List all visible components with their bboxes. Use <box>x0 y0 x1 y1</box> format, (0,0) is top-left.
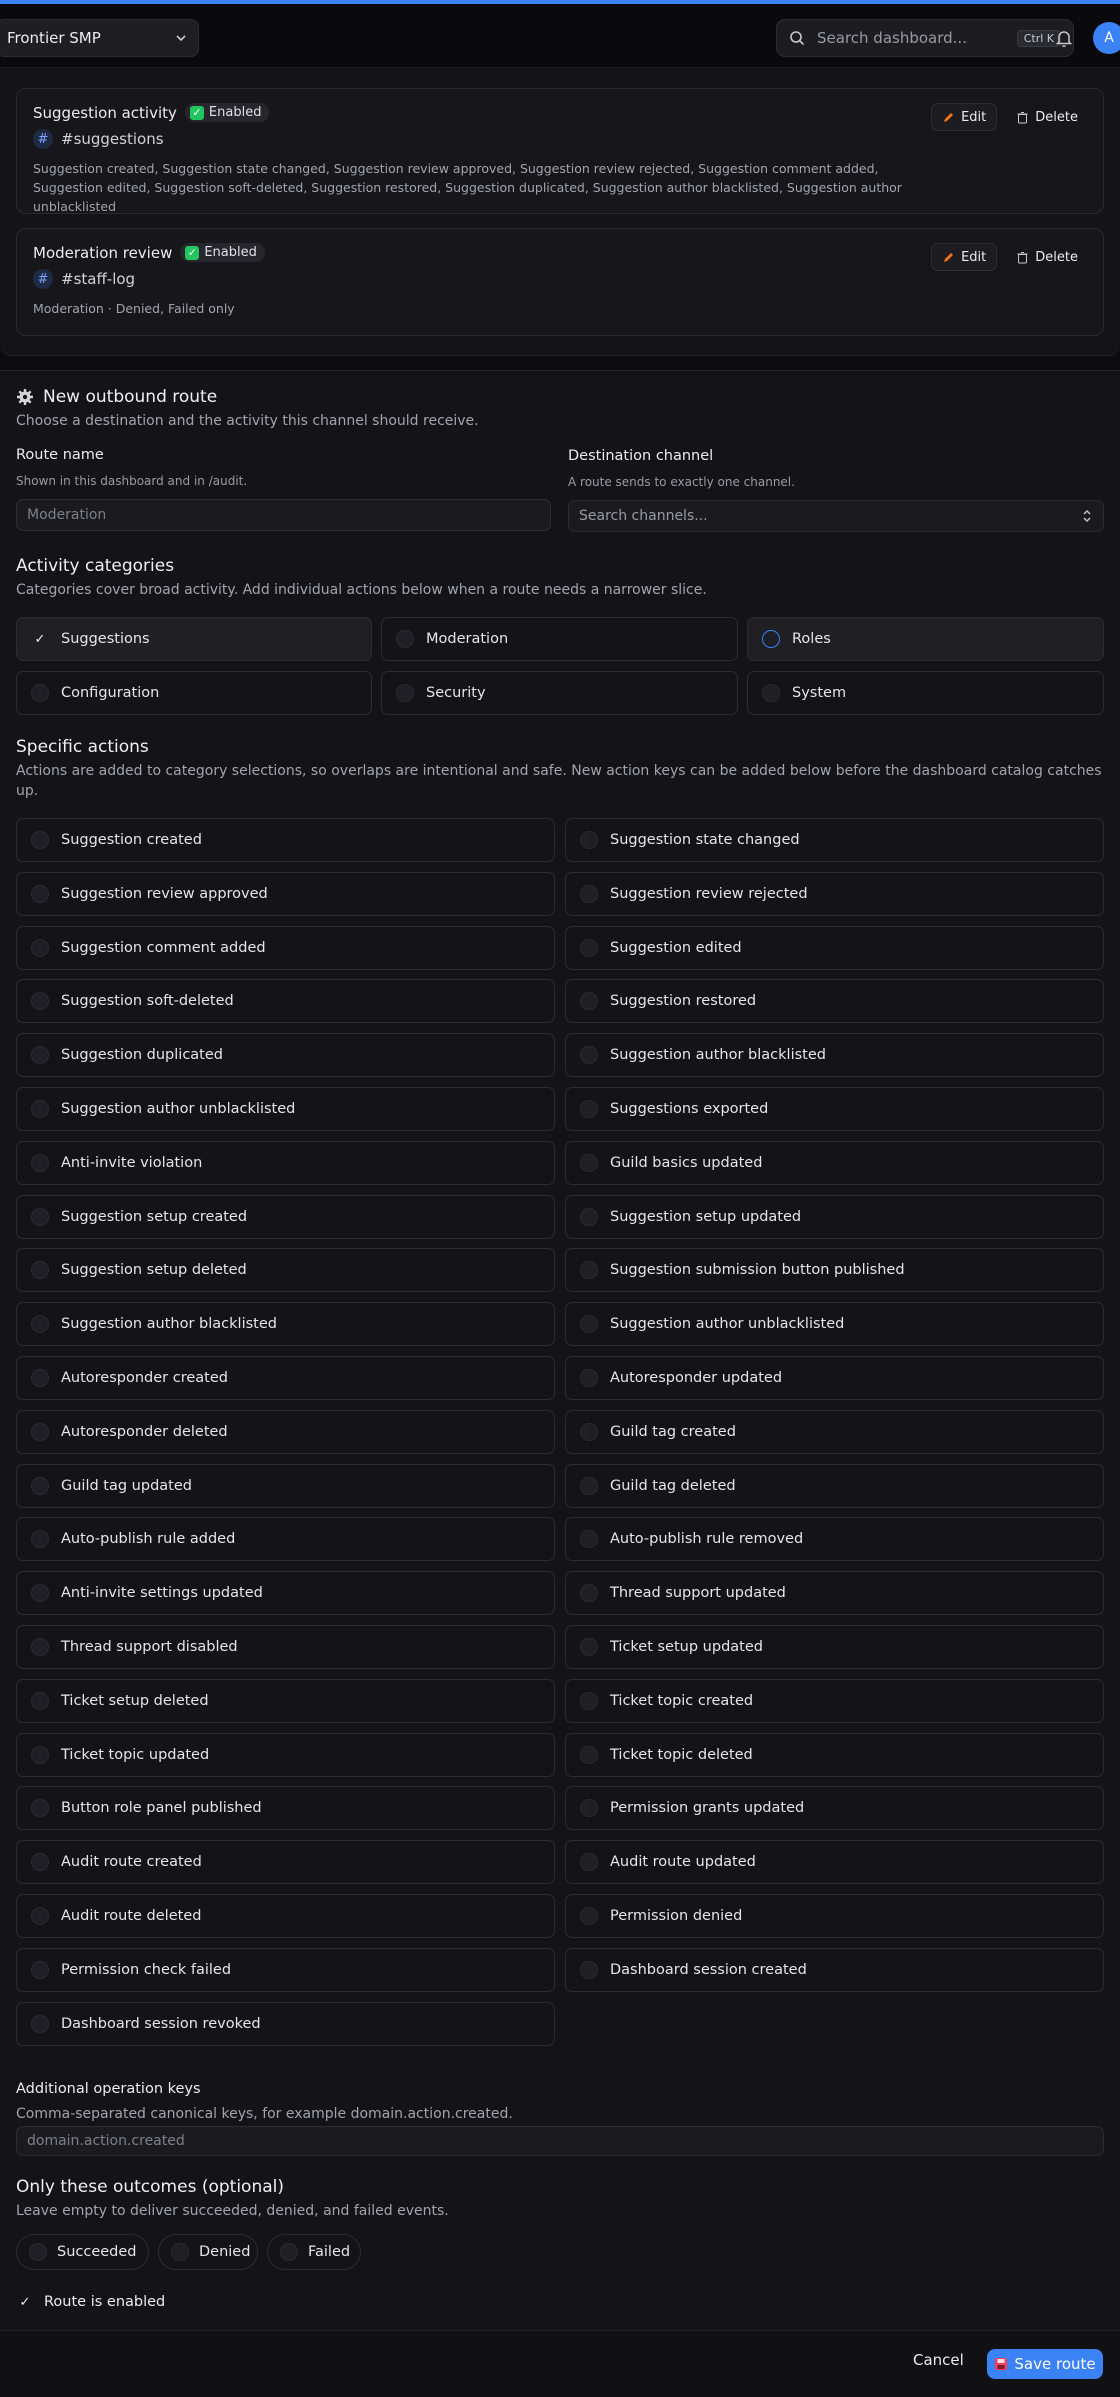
radio-indicator <box>31 1100 49 1118</box>
radio-indicator <box>31 1046 49 1064</box>
radio-indicator <box>396 684 414 702</box>
cancel-button[interactable]: Cancel <box>913 2351 964 2369</box>
action-anti-invite-settings-updated[interactable] <box>16 1571 555 1615</box>
route-title: Suggestion activity <box>33 103 177 122</box>
action-permission-denied[interactable] <box>565 1894 1104 1938</box>
action-suggestion-setup-updated[interactable] <box>565 1195 1104 1239</box>
category-system[interactable] <box>747 671 1104 715</box>
action-suggestion-author-blacklisted[interactable] <box>16 1302 555 1346</box>
radio-indicator <box>580 1799 598 1817</box>
avatar[interactable]: A <box>1093 22 1120 54</box>
action-suggestion-restored[interactable] <box>565 979 1104 1023</box>
additional-keys-input[interactable]: domain.action.created <box>16 2126 1104 2156</box>
action-audit-route-updated[interactable] <box>565 1840 1104 1884</box>
action-label: Autoresponder updated <box>610 1370 783 1386</box>
route-name-label: Route name <box>16 447 104 463</box>
additional-keys-hint: Comma-separated canonical keys, for example domain.action.created. <box>16 2106 513 2122</box>
action-label: Suggestion setup deleted <box>61 1262 247 1279</box>
outcomes-desc: Leave empty to deliver succeeded, denied, and failed events. <box>16 2203 449 2219</box>
action-label: Anti-invite settings updated <box>61 1585 263 1602</box>
action-label: Thread support updated <box>610 1585 786 1602</box>
radio-indicator <box>31 1261 49 1279</box>
form-footer <box>0 2330 1120 2397</box>
action-label: Suggestion soft-deleted <box>61 993 234 1010</box>
radio-indicator <box>280 2243 298 2261</box>
form-header <box>16 387 217 407</box>
action-label: Guild tag created <box>610 1423 736 1440</box>
radio-indicator <box>580 1423 598 1441</box>
actions-desc: Actions are added to category selections, so overlaps are intentional and safe. New action keys can be added below before the dashboard catalog catches <box>16 763 1102 779</box>
action-autoresponder-deleted[interactable] <box>16 1410 555 1454</box>
search-icon <box>789 30 805 46</box>
action-label: Suggestion review approved <box>61 885 268 902</box>
action-suggestion-setup-created[interactable] <box>16 1195 555 1239</box>
category-label: Configuration <box>61 685 160 701</box>
edit-button[interactable]: Edit <box>931 103 997 131</box>
action-audit-route-deleted[interactable] <box>16 1894 555 1938</box>
radio-indicator <box>31 939 49 957</box>
action-label: Suggestion author blacklisted <box>610 1047 826 1064</box>
delete-button[interactable]: Delete <box>1005 243 1089 271</box>
outcome-denied[interactable] <box>158 2234 258 2270</box>
action-ticket-topic-created[interactable] <box>565 1679 1104 1723</box>
radio-indicator <box>171 2243 189 2261</box>
action-suggestions-exported[interactable] <box>565 1087 1104 1131</box>
action-guild-tag-created[interactable] <box>565 1410 1104 1454</box>
radio-indicator <box>31 1208 49 1226</box>
actions-title: Specific actions <box>16 737 149 757</box>
action-label: Guild basics updated <box>610 1154 763 1171</box>
action-label: Suggestions exported <box>610 1101 769 1117</box>
action-dashboard-session-created[interactable] <box>565 1948 1104 1992</box>
action-label: Ticket topic deleted <box>610 1746 753 1763</box>
route-name-input[interactable]: Moderation <box>16 499 551 531</box>
radio-indicator <box>580 1208 598 1226</box>
radio-indicator <box>580 939 598 957</box>
check-icon: ✓ <box>190 106 204 120</box>
action-label: Ticket setup updated <box>610 1639 763 1655</box>
action-label: Audit route deleted <box>61 1908 202 1924</box>
radio-indicator <box>580 1046 598 1064</box>
radio-indicator <box>31 1853 49 1871</box>
outcome-label: Denied <box>199 2244 251 2260</box>
radio-indicator <box>580 1154 598 1172</box>
hash-icon: # <box>33 129 53 149</box>
action-label: Suggestion author unblacklisted <box>610 1316 845 1333</box>
categories-desc: Categories cover broad activity. Add individual actions below when a route needs a narrower slice. <box>16 582 707 598</box>
category-moderation[interactable] <box>381 617 738 661</box>
radio-indicator <box>31 1746 49 1764</box>
action-audit-route-created[interactable] <box>16 1840 555 1884</box>
action-label: Suggestion restored <box>610 993 757 1010</box>
category-label: Security <box>426 685 486 701</box>
edit-button[interactable]: Edit <box>931 243 997 271</box>
radio-indicator <box>31 1369 49 1387</box>
existing-routes <box>0 68 1120 356</box>
destination-hint: A route sends to exactly one channel. <box>568 475 795 489</box>
chevron-down-icon <box>174 31 188 45</box>
action-label: Auto-publish rule added <box>61 1531 236 1548</box>
form-subtitle: Choose a destination and the activity this channel should receive. <box>16 413 479 429</box>
categories-title: Activity categories <box>16 556 175 576</box>
radio-indicator <box>580 1961 598 1979</box>
action-label: Suggestion state changed <box>610 832 800 848</box>
action-guild-basics-updated[interactable] <box>565 1141 1104 1185</box>
server-name: Frontier SMP <box>7 29 101 47</box>
action-suggestion-created[interactable] <box>16 818 555 862</box>
action-suggestion-author-blacklisted[interactable] <box>565 1033 1104 1077</box>
radio-indicator <box>580 1853 598 1871</box>
top-bar <box>0 4 1120 68</box>
radio-indicator <box>31 1477 49 1495</box>
radio-indicator <box>31 684 49 702</box>
radio-indicator <box>396 630 414 648</box>
server-selector[interactable] <box>0 19 199 57</box>
hash-icon: # <box>33 269 53 289</box>
route-name-hint: Shown in this dashboard and in /audit. <box>16 474 248 488</box>
radio-indicator <box>580 1746 598 1764</box>
action-autoresponder-created[interactable] <box>16 1356 555 1400</box>
action-label: Auto-publish rule removed <box>610 1531 804 1548</box>
radio-indicator <box>580 1261 598 1279</box>
action-label: Suggestion review rejected <box>610 885 808 902</box>
action-guild-tag-updated[interactable] <box>16 1464 555 1508</box>
chevron-updown-icon <box>1081 509 1093 523</box>
route-enabled-toggle[interactable] <box>16 2293 165 2311</box>
search-shortcut: Ctrl K <box>1017 30 1061 47</box>
action-suggestion-soft-deleted[interactable] <box>16 979 555 1023</box>
radio-indicator <box>580 1692 598 1710</box>
radio-indicator <box>31 1584 49 1602</box>
destination-label: Destination channel <box>568 448 714 464</box>
additional-keys-label: Additional operation keys <box>16 2081 201 2097</box>
radio-indicator <box>31 1315 49 1333</box>
radio-indicator <box>31 992 49 1010</box>
action-thread-support-disabled[interactable] <box>16 1625 555 1669</box>
bell-icon[interactable] <box>1052 26 1076 50</box>
action-suggestion-author-unblacklisted[interactable] <box>565 1302 1104 1346</box>
trash-icon <box>1016 111 1029 124</box>
radio-indicator <box>29 2243 47 2261</box>
action-label: Permission denied <box>610 1908 743 1924</box>
action-permission-grants-updated[interactable] <box>565 1786 1104 1830</box>
save-icon <box>994 2357 1008 2371</box>
new-route-form <box>0 370 1120 2330</box>
action-anti-invite-violation[interactable] <box>16 1141 555 1185</box>
action-label: Permission grants updated <box>610 1800 805 1817</box>
route-enabled-label: Route is enabled <box>44 2294 166 2310</box>
route-channel: #suggestions <box>61 130 164 148</box>
action-thread-support-updated[interactable] <box>565 1571 1104 1615</box>
form-title: New outbound route <box>43 387 218 407</box>
check-icon: ✓ <box>34 631 46 647</box>
radio-indicator <box>31 1907 49 1925</box>
action-label: Thread support disabled <box>61 1639 238 1655</box>
radio-indicator <box>580 1100 598 1118</box>
route-description: Suggestion created, Suggestion state changed, Suggestion review approved, Suggestion review rejected, Suggestion comment added, Suggestion edited, Suggestion soft-deleted, Suggestion restored, Suggestion duplicated, Suggestion author blacklisted, Suggestion author unblacklisted <box>33 161 902 214</box>
radio-indicator <box>580 885 598 903</box>
radio-indicator <box>31 831 49 849</box>
category-label: Suggestions <box>61 631 150 647</box>
action-label: Suggestion setup updated <box>610 1208 802 1225</box>
category-roles[interactable] <box>747 617 1104 661</box>
action-auto-publish-rule-added[interactable] <box>16 1517 555 1561</box>
action-suggestion-duplicated[interactable] <box>16 1033 555 1077</box>
radio-indicator <box>580 831 598 849</box>
radio-indicator <box>31 1961 49 1979</box>
action-label: Guild tag deleted <box>610 1477 736 1494</box>
radio-indicator <box>31 1154 49 1172</box>
outcome-succeeded[interactable] <box>16 2234 149 2270</box>
route-card-moderation-review <box>16 228 1104 336</box>
action-label: Autoresponder deleted <box>61 1423 228 1440</box>
action-label: Guild tag updated <box>61 1477 192 1494</box>
gear-icon <box>16 388 34 406</box>
action-ticket-topic-deleted[interactable] <box>565 1733 1104 1777</box>
radio-indicator <box>580 1315 598 1333</box>
action-dashboard-session-revoked[interactable] <box>16 2002 555 2046</box>
pencil-icon <box>942 111 955 124</box>
outcomes-title: Only these outcomes (optional) <box>16 2177 284 2197</box>
save-button[interactable]: Save route <box>987 2349 1103 2379</box>
action-permission-check-failed[interactable] <box>16 1948 555 1992</box>
action-label: Suggestion setup created <box>61 1208 248 1225</box>
delete-button[interactable]: Delete <box>1005 103 1089 131</box>
action-ticket-setup-updated[interactable] <box>565 1625 1104 1669</box>
outcome-failed[interactable] <box>267 2234 361 2270</box>
action-label: Suggestion edited <box>610 939 742 956</box>
action-label: Suggestion submission button published <box>610 1262 905 1279</box>
trash-icon <box>1016 251 1029 264</box>
action-auto-publish-rule-removed[interactable] <box>565 1517 1104 1561</box>
category-security[interactable] <box>381 671 738 715</box>
route-card-suggestion-activity <box>16 88 1104 214</box>
action-suggestion-setup-deleted[interactable] <box>16 1248 555 1292</box>
category-label: Roles <box>792 631 831 647</box>
action-label: Button role panel published <box>61 1800 262 1817</box>
category-suggestions[interactable] <box>16 617 372 661</box>
action-suggestion-edited[interactable] <box>565 926 1104 970</box>
action-label: Audit route created <box>61 1854 202 1871</box>
pencil-icon <box>942 251 955 264</box>
category-label: Moderation <box>426 631 509 647</box>
radio-indicator <box>31 1638 49 1656</box>
radio-indicator <box>580 1477 598 1495</box>
outcome-label: Failed <box>308 2244 351 2260</box>
action-label: Dashboard session revoked <box>61 2015 261 2032</box>
action-autoresponder-updated[interactable] <box>565 1356 1104 1400</box>
actions-desc-cont: up. <box>16 783 39 799</box>
radio-indicator <box>762 630 780 648</box>
action-label: Suggestion created <box>61 832 202 848</box>
radio-indicator <box>580 1369 598 1387</box>
action-suggestion-state-changed[interactable] <box>565 818 1104 862</box>
action-label: Audit route updated <box>610 1854 756 1871</box>
action-label: Autoresponder created <box>61 1370 228 1386</box>
action-suggestion-author-unblacklisted[interactable] <box>16 1087 555 1131</box>
action-suggestion-comment-added[interactable] <box>16 926 555 970</box>
radio-indicator <box>31 1423 49 1441</box>
radio-indicator <box>31 1799 49 1817</box>
action-button-role-panel-published[interactable] <box>16 1786 555 1830</box>
radio-indicator <box>580 992 598 1010</box>
action-guild-tag-deleted[interactable] <box>565 1464 1104 1508</box>
outcome-label: Succeeded <box>57 2244 137 2260</box>
action-label: Suggestion author unblacklisted <box>61 1101 296 1117</box>
action-label: Suggestion comment added <box>61 939 266 956</box>
radio-indicator <box>31 885 49 903</box>
radio-indicator <box>31 1530 49 1548</box>
destination-select[interactable]: Search channels... <box>568 500 1104 532</box>
action-ticket-setup-deleted[interactable] <box>16 1679 555 1723</box>
action-label: Ticket setup deleted <box>61 1692 209 1709</box>
category-configuration[interactable] <box>16 671 372 715</box>
check-icon: ✓ <box>185 246 199 260</box>
action-suggestion-review-rejected[interactable] <box>565 872 1104 916</box>
action-label: Dashboard session created <box>610 1961 807 1978</box>
status-badge: ✓ Enabled <box>180 243 265 262</box>
check-icon: ✓ <box>19 2294 31 2310</box>
route-title: Moderation review <box>33 243 173 262</box>
radio-indicator <box>580 1907 598 1925</box>
action-label: Anti-invite violation <box>61 1154 203 1171</box>
category-label: System <box>792 685 847 701</box>
search-placeholder: Search dashboard... <box>817 29 967 47</box>
radio-indicator <box>31 1692 49 1710</box>
search-input[interactable] <box>776 19 1074 57</box>
action-label: Suggestion author blacklisted <box>61 1316 277 1333</box>
action-ticket-topic-updated[interactable] <box>16 1733 555 1777</box>
radio-indicator <box>580 1530 598 1548</box>
route-description: Moderation · Denied, Failed only <box>33 301 235 316</box>
action-label: Permission check failed <box>61 1961 232 1978</box>
route-channel: #staff-log <box>61 270 136 288</box>
action-label: Ticket topic updated <box>61 1746 210 1763</box>
radio-indicator <box>31 2015 49 2033</box>
action-label: Ticket topic created <box>610 1692 754 1709</box>
action-label: Suggestion duplicated <box>61 1047 223 1064</box>
radio-indicator <box>762 684 780 702</box>
action-suggestion-review-approved[interactable] <box>16 872 555 916</box>
radio-indicator <box>580 1638 598 1656</box>
status-badge: ✓ Enabled <box>185 103 270 122</box>
action-suggestion-submission-button-published[interactable] <box>565 1248 1104 1292</box>
radio-indicator <box>580 1584 598 1602</box>
